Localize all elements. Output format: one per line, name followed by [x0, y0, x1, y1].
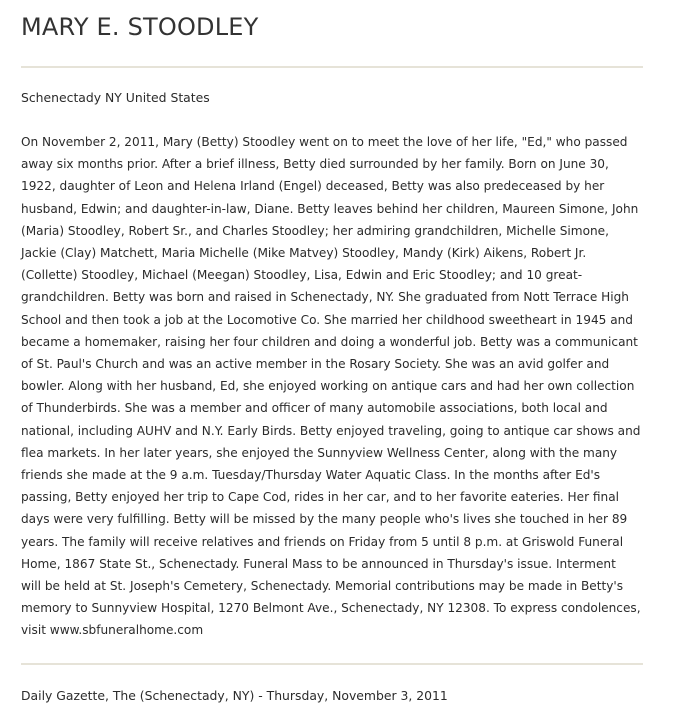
obituary-line: national, including AUHV and N.Y. Early Birds. Betty enjoyed traveling, going to antique car shows and — [21, 423, 641, 438]
obituary-line: away six months prior. After a brief illness, Betty died surrounded by her family. Born on June 30, — [21, 157, 609, 172]
obituary-line: became a homemaker, raising her four children and doing a wonderful job. Betty was a communicant — [21, 334, 638, 349]
obituary-line: friends she made at the 9 a.m. Tuesday/Thursday Water Aquatic Class. In the months after Ed's — [21, 468, 601, 483]
obituary-line: bowler. Along with her husband, Ed, she enjoyed working on antique cars and had her own collection — [21, 379, 635, 394]
obituary-line: On November 2, 2011, Mary (Betty) Stoodley went on to meet the love of her life, "Ed," who passed — [21, 135, 628, 149]
obituary-line: flea markets. In her later years, she enjoyed the Sunnyview Wellness Center, along with the many — [21, 445, 618, 460]
obituary-line: Home, 1867 State St., Schenectady. Funeral Mass to be announced in Thursday's issue. Interment — [21, 556, 616, 571]
obituary-line: of St. Paul's Church and was an active member in the Rosary Society. She was an avid golfer and — [21, 357, 610, 372]
source-citation: Daily Gazette, The (Schenectady, NY) - Thursday, November 3, 2011 — [21, 688, 448, 703]
page-title: MARY E. STOODLEY — [21, 13, 259, 41]
obituary-line: (Collette) Stoodley, Michael (Meegan) Stoodley, Lisa, Edwin and Eric Stoodley; and 10 great- — [21, 268, 583, 283]
obituary-line: passing, Betty enjoyed her trip to Cape Cod, rides in her car, and to her favorite eateries. Her final — [21, 490, 619, 505]
obituary-line: visit www.sbfuneralhome.com — [21, 623, 204, 638]
obituary-line: husband, Edwin; and daughter-in-law, Diane. Betty leaves behind her children, Maureen Simone, John — [21, 201, 639, 216]
obituary-line: School and then took a job at the Locomotive Co. She married her childhood sweetheart in 1945 and — [21, 312, 633, 327]
obituary-line: years. The family will receive relatives and friends on Friday from 5 until 8 p.m. at Griswold Funeral — [21, 534, 624, 549]
obituary-line: of Thunderbirds. She was a member and officer of many automobile associations, both local and — [21, 401, 608, 416]
obituary-body — [21, 131, 643, 642]
obituary-line: 1922, daughter of Leon and Helena Irland (Engel) deceased, Betty was also predeceased by her — [21, 179, 605, 194]
location-text: Schenectady NY United States — [21, 90, 210, 105]
obituary-line: will be held at St. Joseph's Cemetery, Schenectady. Memorial contributions may be made in Betty's — [21, 579, 624, 594]
obituary-line: (Maria) Stoodley, Robert Sr., and Charles Stoodley; her admiring grandchildren, Michelle Simone, — [21, 223, 609, 238]
obituary-line: days were very fulfilling. Betty will be missed by the many people who's lives she touched in her 89 — [21, 512, 628, 527]
title-divider — [21, 66, 643, 68]
footer-divider — [21, 663, 643, 665]
obituary-line: grandchildren. Betty was born and raised in Schenectady, NY. She graduated from Nott Terrace High — [21, 290, 629, 305]
obituary-line: Jackie (Clay) Matchett, Maria Michelle (Mike Matvey) Stoodley, Mandy (Kirk) Aikens, Robert Jr. — [21, 246, 587, 261]
obituary-line: memory to Sunnyview Hospital, 1270 Belmont Ave., Schenectady, NY 12308. To express condolences, — [21, 601, 641, 616]
